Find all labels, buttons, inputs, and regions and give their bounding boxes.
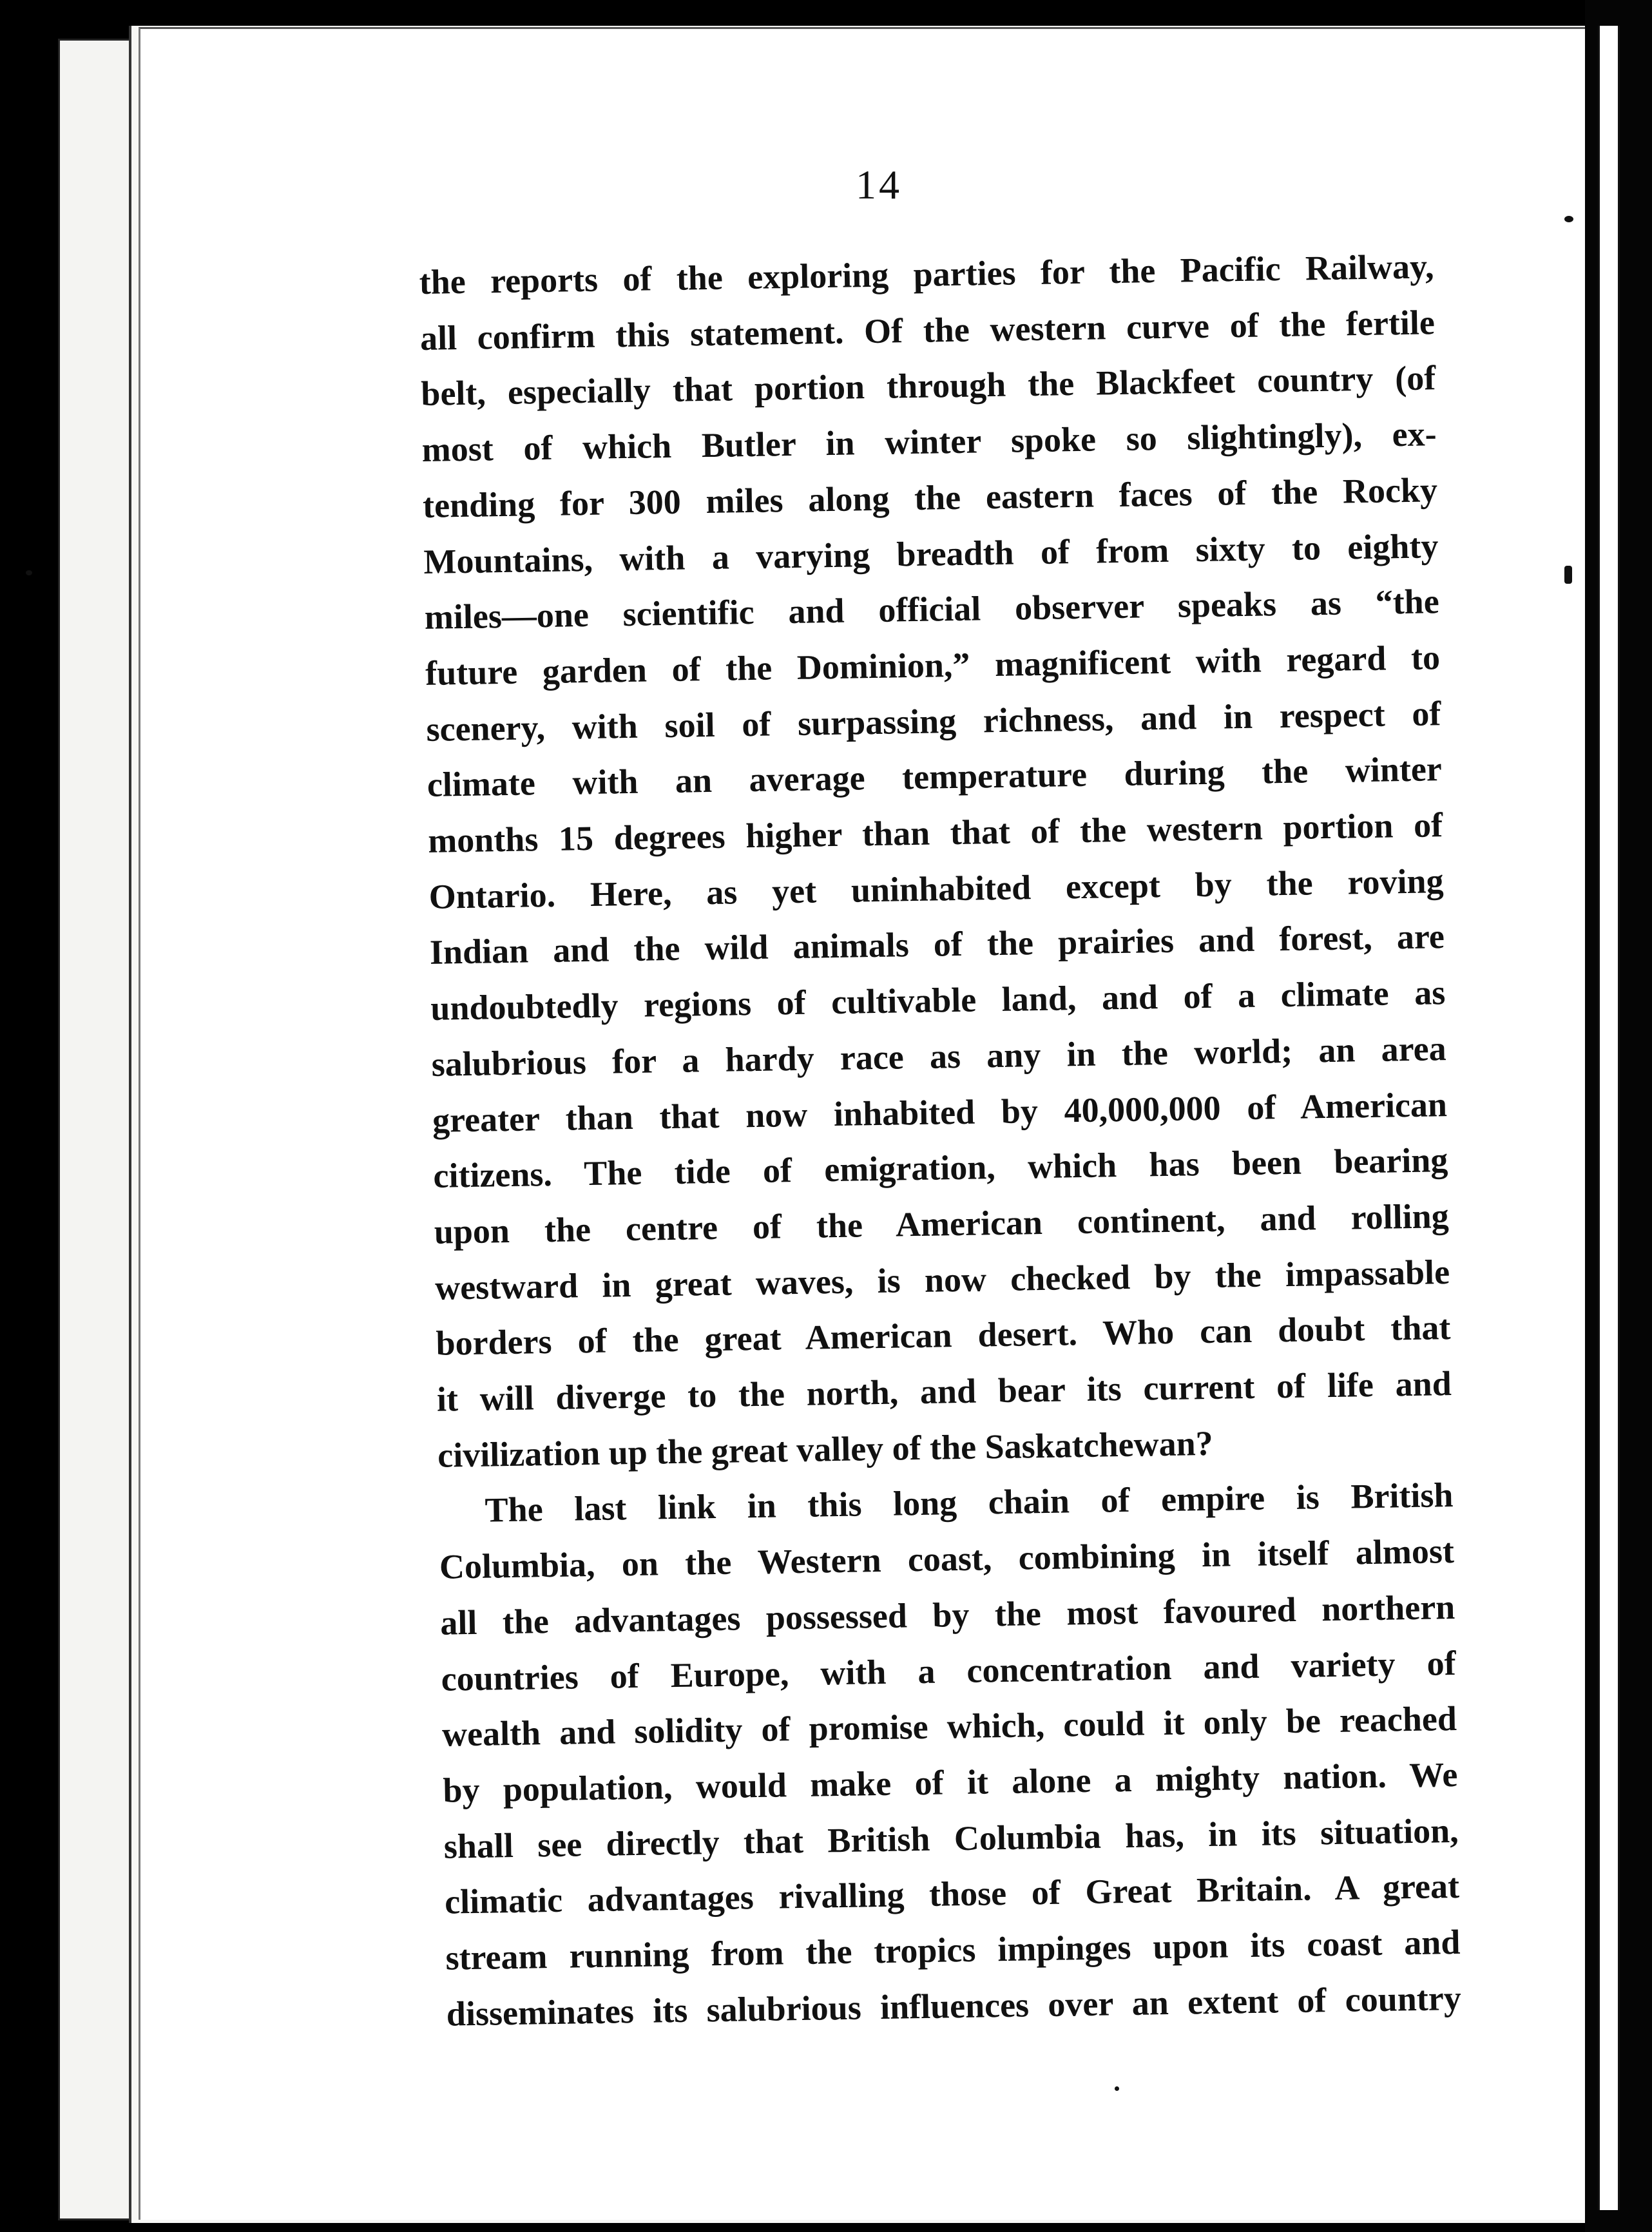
text-line: greater than that now inhabited by 40,000,000 of American <box>432 1084 1448 1140</box>
text-line: miles—one scientific and official observer speaks as “the <box>424 582 1440 637</box>
text-line: tending for 300 miles along the eastern faces of the Rocky <box>422 470 1438 525</box>
text-line: undoubtedly regions of cultivable land, and of a climate as <box>430 973 1446 1028</box>
text-line: climate with an average temperature during the winter <box>427 749 1443 805</box>
text-line: it will diverge to the north, and bear its current of life and <box>436 1364 1452 1419</box>
text-line: Indian and the wild animals of the prairies and forest, are <box>429 917 1445 972</box>
text-line: civilization up the great valley of the Saskatchewan? <box>437 1423 1214 1475</box>
text-line: future garden of the Dominion,” magnificent with regard to <box>425 638 1441 693</box>
text-line: salubrious for a hardy race as any in the world; an area <box>431 1028 1447 1084</box>
text-line: shall see directly that British Columbia has, in its situation, <box>443 1811 1459 1866</box>
text-line: the reports of the exploring parties for the Pacific Railway, <box>419 247 1434 302</box>
text-line: The last link in this long chain of empire is British <box>485 1476 1454 1530</box>
ink-speck <box>1564 566 1572 584</box>
text-line: scenery, with soil of surpassing richness, and in respect of <box>426 693 1441 749</box>
text-line: belt, especially that portion through the Blackfeet country (of <box>420 358 1436 414</box>
text-line: climatic advantages rivalling those of Great Britain. A great <box>444 1867 1460 1922</box>
body-text <box>419 238 1461 2042</box>
text-line: wealth and solidity of promise which, could it only be reached <box>441 1699 1457 1754</box>
text-line: all the advantages possessed by the most favoured northern <box>439 1587 1455 1642</box>
text-line: borders of the great American desert. Who can doubt that <box>436 1308 1451 1363</box>
text-line: stream running from the tropics impinges upon its coast and <box>445 1923 1461 1977</box>
text-line: by population, would make of it alone a mighty nation. We <box>442 1755 1458 1810</box>
text-line: Ontario. Here, as yet uninhabited except by the roving <box>428 861 1444 916</box>
text-line: Mountains, with a varying breadth of from sixty to eighty <box>423 526 1439 581</box>
text-line: months 15 degrees higher than that of the western portion of <box>427 805 1443 860</box>
ink-speck <box>1564 216 1573 222</box>
text-line: westward in great waves, is now checked by the impassable <box>434 1252 1450 1307</box>
binding-strip <box>1598 26 1620 2210</box>
ink-speck <box>26 570 32 575</box>
ink-speck <box>1115 2086 1119 2091</box>
page-number: 14 <box>856 162 902 207</box>
text-line: upon the centre of the American continent, and rolling <box>434 1197 1450 1251</box>
text-line: disseminates its salubrious influences over an extent of country <box>446 1978 1462 2034</box>
text-line: countries of Europe, with a concentration and variety of <box>441 1643 1456 1698</box>
text-line: all confirm this statement. Of the western curve of the fertile <box>419 302 1436 358</box>
text-line: most of which Butler in winter spoke so slightingly), ex- <box>421 414 1437 470</box>
text-line: Columbia, on the Western coast, combining in itself almost <box>439 1532 1455 1586</box>
text-line: citizens. The tide of emigration, which has been bearing <box>432 1140 1448 1196</box>
